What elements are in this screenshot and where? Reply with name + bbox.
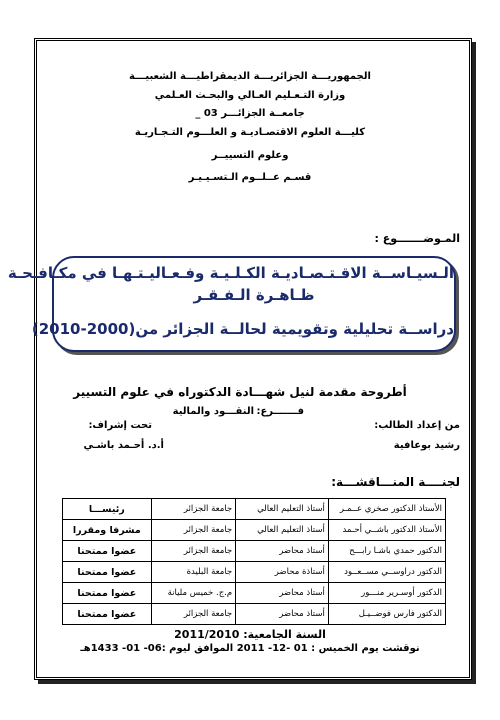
degree-statement: أطروحة مقدمة لنيل شهـــادة الدكتوراه في علوم التسيير (73, 385, 407, 399)
faculty-name: كليـــة العلوم الاقتصـاديـة و العلـــوم التـجـاريـة (134, 127, 366, 138)
supervisor-name: أ.د. أحـمد باشـي (83, 440, 164, 451)
member-university: جامعة الجزائر (151, 541, 236, 562)
student-label: من إعداد الطالب: (374, 420, 460, 431)
subject-label: المـوضـــــــوع : (374, 232, 460, 245)
branch-label: فـــــــرع: (256, 406, 304, 417)
page-border-shadow (38, 680, 476, 684)
member-role: رئيســـا (63, 499, 152, 520)
academic-year: السنة الجامعية: 2011/2010 (174, 628, 326, 641)
title-line-2: ظـاهـرة الـفـقـر (193, 286, 315, 304)
committee-table (62, 498, 446, 625)
title-line-3: دراســة تحليلية وتقويمية لحالــة الجزائر من(2000-2010) (31, 320, 454, 338)
member-role: عضوا ممتحنا (63, 562, 152, 583)
member-role: عضوا ممتحنا (63, 583, 152, 604)
table-row (63, 499, 446, 520)
member-rank: أستاذة محاضر (236, 562, 329, 583)
member-name: الدكتور حمدي باشـا رابـــح (328, 541, 445, 562)
university-name: جامعــة الجزائـــر 03 _ (195, 108, 305, 119)
member-name: الدكتور أوسـرير منـــور (328, 583, 445, 604)
member-rank: أستاذ التعليم العالي (236, 520, 329, 541)
member-university: جامعة الجزائر (151, 499, 236, 520)
member-role: عضوا ممتحنا (63, 541, 152, 562)
page-border-shadow (472, 42, 476, 684)
republic-name: الجمهوريـــة الجزائريـــة الديمقراطيـــة الشعبيـــة (129, 71, 371, 82)
table-row (63, 562, 446, 583)
supervisor-label: تحت إشراف: (88, 420, 152, 431)
member-name: الأستاذ الدكتور صخري عــمـر (328, 499, 445, 520)
defense-date: نوقشت يوم الخميس : 01 -12- 2011 الموافق ليوم :06- 01- 1433هـ (80, 643, 420, 654)
member-role: عضوا ممتحنا (63, 604, 152, 625)
member-name: الدكتور دراوســي مســعــود (328, 562, 445, 583)
student-name: رشيد بوعافية (393, 440, 460, 451)
ministry-name: وزارة التـعـليم العـالي والبحـث العـلمي (154, 90, 346, 101)
member-name: الأستاذ الدكتور باشــي أحـمد (328, 520, 445, 541)
faculty-name-cont: وعلوم التسييــر (211, 150, 289, 161)
table-row (63, 583, 446, 604)
table-row (63, 604, 446, 625)
title-box (7, 256, 456, 352)
member-university: جامعة الجزائر (151, 520, 236, 541)
member-rank: أستاذ محاضر (236, 604, 329, 625)
member-university: جامعة الجزائر (151, 604, 236, 625)
committee-title: لجنــــة المنـــاقشـــة: (331, 475, 460, 489)
member-rank: أستاذ التعليم العالي (236, 499, 329, 520)
table-row (63, 541, 446, 562)
branch-value: النقـــود والمالية (172, 406, 254, 417)
member-rank: أستاذ محاضر (236, 583, 329, 604)
title-line-1: الـسيـاســة الاقـتـصـاديـة الكـلـيـة وفـعـاليـتـهـا في مكـافـحـة (7, 264, 454, 282)
member-rank: أستاذ محاضر (236, 541, 329, 562)
member-university: م.ج. خميس مليانة (151, 583, 236, 604)
member-role: مشرفا ومقررا (63, 520, 152, 541)
department-name: قسـم عــلــوم الـتسـيـيـر (188, 172, 312, 183)
table-row (63, 520, 446, 541)
member-university: جامعة البليدة (151, 562, 236, 583)
member-name: الدكتور فارس فوضــيـل (328, 604, 445, 625)
